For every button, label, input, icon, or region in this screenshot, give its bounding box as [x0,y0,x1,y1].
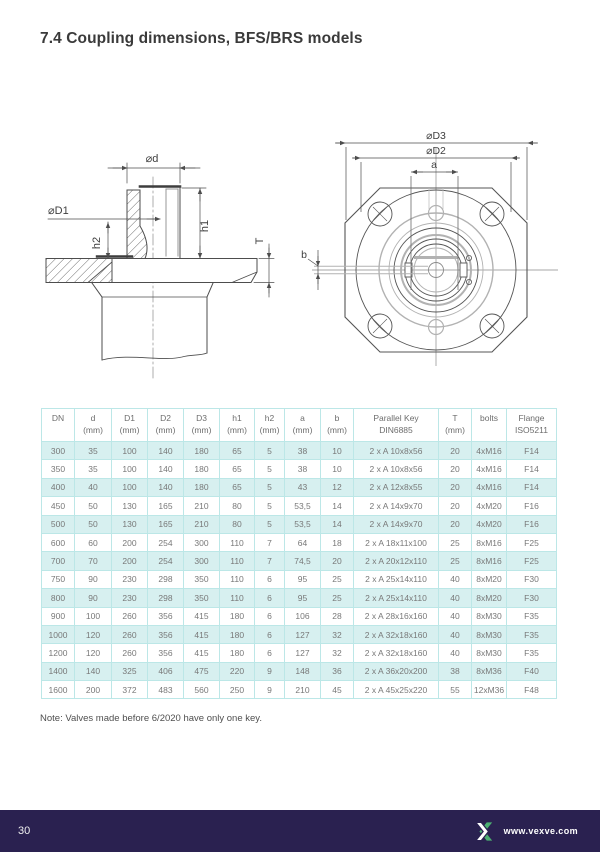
table-cell: 483 [148,681,184,699]
table-cell: F48 [507,681,557,699]
table-cell: 6 [255,607,285,625]
table-cell: 220 [220,662,255,680]
table-cell: 36 [321,662,354,680]
table-cell: 2 x A 20x12x110 [354,552,439,570]
table-cell: 200 [75,681,112,699]
table-cell: 260 [112,625,148,643]
table-cell: 2 x A 10x8x56 [354,442,439,460]
table-cell: 4xM20 [472,497,507,515]
page-title: 7.4 Coupling dimensions, BFS/BRS models [40,30,363,47]
table-cell: F14 [507,460,557,478]
table-cell: 40 [439,625,472,643]
table-cell: 4xM20 [472,515,507,533]
table-cell: 356 [148,625,184,643]
table-cell: 415 [184,607,220,625]
table-cell: 12 [321,478,354,496]
side-view-drawing [46,153,274,378]
table-cell: F35 [507,607,557,625]
table-cell: 14 [321,497,354,515]
table-cell: 5 [255,478,285,496]
table-row [42,607,557,625]
table-row [42,515,557,533]
table-cell: 10 [321,460,354,478]
table-cell: 95 [285,589,321,607]
front-view-drawing [301,130,558,366]
table-cell: 230 [112,570,148,588]
table-cell: 110 [220,533,255,551]
website-text: www.vexve.com [503,826,578,836]
table-cell: 356 [148,644,184,662]
table-row [42,552,557,570]
table-cell: 28 [321,607,354,625]
table-cell: 2 x A 36x20x200 [354,662,439,680]
table-cell: 372 [112,681,148,699]
table-cell: 300 [42,442,75,460]
table-cell: 100 [112,442,148,460]
table-cell: 90 [75,589,112,607]
table-cell: 350 [184,589,220,607]
table-cell: 53,5 [285,497,321,515]
table-cell: 140 [148,442,184,460]
table-cell: 500 [42,515,75,533]
table-cell: 120 [75,644,112,662]
table-row [42,460,557,478]
table-cell: 140 [75,662,112,680]
table-cell: 8xM16 [472,533,507,551]
table-cell: 25 [439,552,472,570]
table-cell: 10 [321,442,354,460]
table-cell: 5 [255,460,285,478]
table-cell: 210 [184,515,220,533]
table-cell: 200 [112,552,148,570]
table-cell: 5 [255,515,285,533]
table-cell: 40 [75,478,112,496]
dim-label-D3: ⌀D3 [426,130,446,142]
table-cell: 8xM36 [472,662,507,680]
table-cell: 298 [148,570,184,588]
table-cell: 300 [184,533,220,551]
table-cell: F35 [507,625,557,643]
footer-bar [0,810,600,852]
table-cell: 70 [75,552,112,570]
table-cell: 325 [112,662,148,680]
dimension-table [41,408,557,699]
table-head [42,409,557,442]
table-cell: 50 [75,497,112,515]
table-cell: 750 [42,570,75,588]
table-cell: 406 [148,662,184,680]
table-cell: 4xM16 [472,442,507,460]
table-cell: 20 [439,497,472,515]
table-row [42,662,557,680]
header-cell: D3 (mm) [184,409,220,442]
table-cell: 25 [321,589,354,607]
dim-label-d: ⌀d [145,153,159,165]
table-row [42,442,557,460]
dim-label-T: T [254,237,266,245]
table-cell: 25 [321,570,354,588]
table-cell: 9 [255,681,285,699]
table-cell: 350 [42,460,75,478]
table-cell: 140 [148,460,184,478]
table-cell: 2 x A 28x16x160 [354,607,439,625]
table-cell: 4xM16 [472,460,507,478]
table-cell: 127 [285,644,321,662]
table-cell: 32 [321,644,354,662]
table-cell: 8xM30 [472,644,507,662]
table-cell: 74,5 [285,552,321,570]
table-cell: 18 [321,533,354,551]
table-cell: 40 [439,607,472,625]
table-cell: 356 [148,607,184,625]
table-cell: 95 [285,570,321,588]
table-cell: 6 [255,625,285,643]
table-cell: 120 [75,625,112,643]
table-cell: 32 [321,625,354,643]
table-cell: F25 [507,552,557,570]
header-cell: Flange ISO5211 [507,409,557,442]
table-cell: 110 [220,589,255,607]
table-cell: 450 [42,497,75,515]
table-cell: 2 x A 25x14x110 [354,589,439,607]
header-cell: a (mm) [285,409,321,442]
table-cell: 20 [439,515,472,533]
table-cell: 130 [112,515,148,533]
table-cell: 2 x A 32x18x160 [354,625,439,643]
header-cell: Parallel Key DIN6885 [354,409,439,442]
table-cell: 9 [255,662,285,680]
table-cell: 20 [439,460,472,478]
dim-label-D1: ⌀D1 [48,205,69,217]
dim-label-h2: h2 [91,236,103,250]
table-cell: 8xM20 [472,570,507,588]
header-cell: DN [42,409,75,442]
table-cell: F16 [507,515,557,533]
table-cell: 130 [112,497,148,515]
table-cell: 2 x A 18x11x100 [354,533,439,551]
table-cell: 6 [255,570,285,588]
table-row [42,478,557,496]
table-cell: F35 [507,644,557,662]
table-cell: 254 [148,533,184,551]
table-cell: 100 [112,478,148,496]
table-cell: 40 [439,589,472,607]
table-cell: 65 [220,460,255,478]
table-cell: 40 [439,570,472,588]
table-row [42,625,557,643]
table-cell: 6 [255,589,285,607]
table-cell: 1200 [42,644,75,662]
table-cell: 180 [220,607,255,625]
table-cell: 7 [255,533,285,551]
table-cell: 65 [220,478,255,496]
table-body [42,442,557,699]
table-cell: 60 [75,533,112,551]
dim-label-a: a [431,159,437,171]
table-cell: 50 [75,515,112,533]
table-cell: 2 x A 25x14x110 [354,570,439,588]
table-cell: 180 [184,478,220,496]
table-cell: 180 [220,644,255,662]
table-cell: 210 [184,497,220,515]
table-cell: 8xM30 [472,625,507,643]
table-cell: 20 [439,442,472,460]
table-cell: 2 x A 10x8x56 [354,460,439,478]
table-row [42,589,557,607]
table-cell: F16 [507,497,557,515]
table-cell: 165 [148,515,184,533]
header-cell: d (mm) [75,409,112,442]
table-cell: 20 [321,552,354,570]
table-cell: 65 [220,442,255,460]
table-row [42,533,557,551]
table-cell: 8xM20 [472,589,507,607]
table-cell: 1600 [42,681,75,699]
table-cell: 298 [148,589,184,607]
table-cell: 90 [75,570,112,588]
table-cell: 200 [112,533,148,551]
table-cell: 148 [285,662,321,680]
table-cell: 35 [75,442,112,460]
header-cell: T (mm) [439,409,472,442]
table-cell: F30 [507,589,557,607]
table-cell: 100 [112,460,148,478]
table-row [42,497,557,515]
table-cell: 55 [439,681,472,699]
table-cell: 64 [285,533,321,551]
table-cell: 350 [184,570,220,588]
dim-label-b: b [301,249,307,261]
page-number: 30 [18,825,31,837]
table-cell: 254 [148,552,184,570]
table-cell: 700 [42,552,75,570]
table-cell: 4xM16 [472,478,507,496]
header-cell: h1 (mm) [220,409,255,442]
table-cell: 260 [112,644,148,662]
table-cell: 106 [285,607,321,625]
table-cell: 900 [42,607,75,625]
table-row [42,681,557,699]
table-cell: 38 [439,662,472,680]
table-cell: 5 [255,497,285,515]
table-cell: 560 [184,681,220,699]
table-cell: 53,5 [285,515,321,533]
table-cell: 2 x A 45x25x220 [354,681,439,699]
table-cell: 5 [255,442,285,460]
table-cell: 210 [285,681,321,699]
table-cell: 20 [439,478,472,496]
table-cell: 1400 [42,662,75,680]
dim-label-D2: ⌀D2 [426,145,446,157]
table-cell: 38 [285,460,321,478]
table-cell: 2 x A 12x8x55 [354,478,439,496]
table-cell: 6 [255,644,285,662]
table-cell: 415 [184,625,220,643]
vexve-logo-icon [474,822,494,841]
table-cell: 127 [285,625,321,643]
table-cell: 7 [255,552,285,570]
table-cell: 230 [112,589,148,607]
header-cell: h2 (mm) [255,409,285,442]
table-cell: 12xM36 [472,681,507,699]
header-cell: b (mm) [321,409,354,442]
header-cell: D2 (mm) [148,409,184,442]
table-row [42,570,557,588]
table-cell: 80 [220,497,255,515]
footer-brand [474,822,578,841]
table-cell: F25 [507,533,557,551]
table-cell: 165 [148,497,184,515]
table-cell: 600 [42,533,75,551]
table-cell: 250 [220,681,255,699]
table-cell: 8xM30 [472,607,507,625]
table-cell: 100 [75,607,112,625]
header-cell: D1 (mm) [112,409,148,442]
table-cell: 2 x A 14x9x70 [354,515,439,533]
table-cell: 415 [184,644,220,662]
table-cell: 180 [220,625,255,643]
table-cell: 1000 [42,625,75,643]
dim-label-h1: h1 [199,219,211,233]
table-cell: 180 [184,460,220,478]
table-cell: 475 [184,662,220,680]
footnote: Note: Valves made before 6/2020 have only one key. [40,713,262,724]
table-cell: 110 [220,570,255,588]
table-cell: 14 [321,515,354,533]
table-cell: 43 [285,478,321,496]
table-cell: 2 x A 32x18x160 [354,644,439,662]
table-cell: F30 [507,570,557,588]
table-cell: F14 [507,478,557,496]
table-cell: 140 [148,478,184,496]
table-cell: F40 [507,662,557,680]
table-cell: 45 [321,681,354,699]
table-cell: 35 [75,460,112,478]
table-cell: 260 [112,607,148,625]
table-row [42,644,557,662]
coupling-drawings [0,95,600,390]
table-cell: 300 [184,552,220,570]
table-cell: 2 x A 14x9x70 [354,497,439,515]
table-cell: 180 [184,442,220,460]
table-cell: 400 [42,478,75,496]
header-cell: bolts [472,409,507,442]
table-cell: 110 [220,552,255,570]
table-cell: 25 [439,533,472,551]
table-cell: 8xM16 [472,552,507,570]
table-cell: 40 [439,644,472,662]
table-cell: 800 [42,589,75,607]
table-cell: 80 [220,515,255,533]
table-cell: F14 [507,442,557,460]
table-cell: 38 [285,442,321,460]
